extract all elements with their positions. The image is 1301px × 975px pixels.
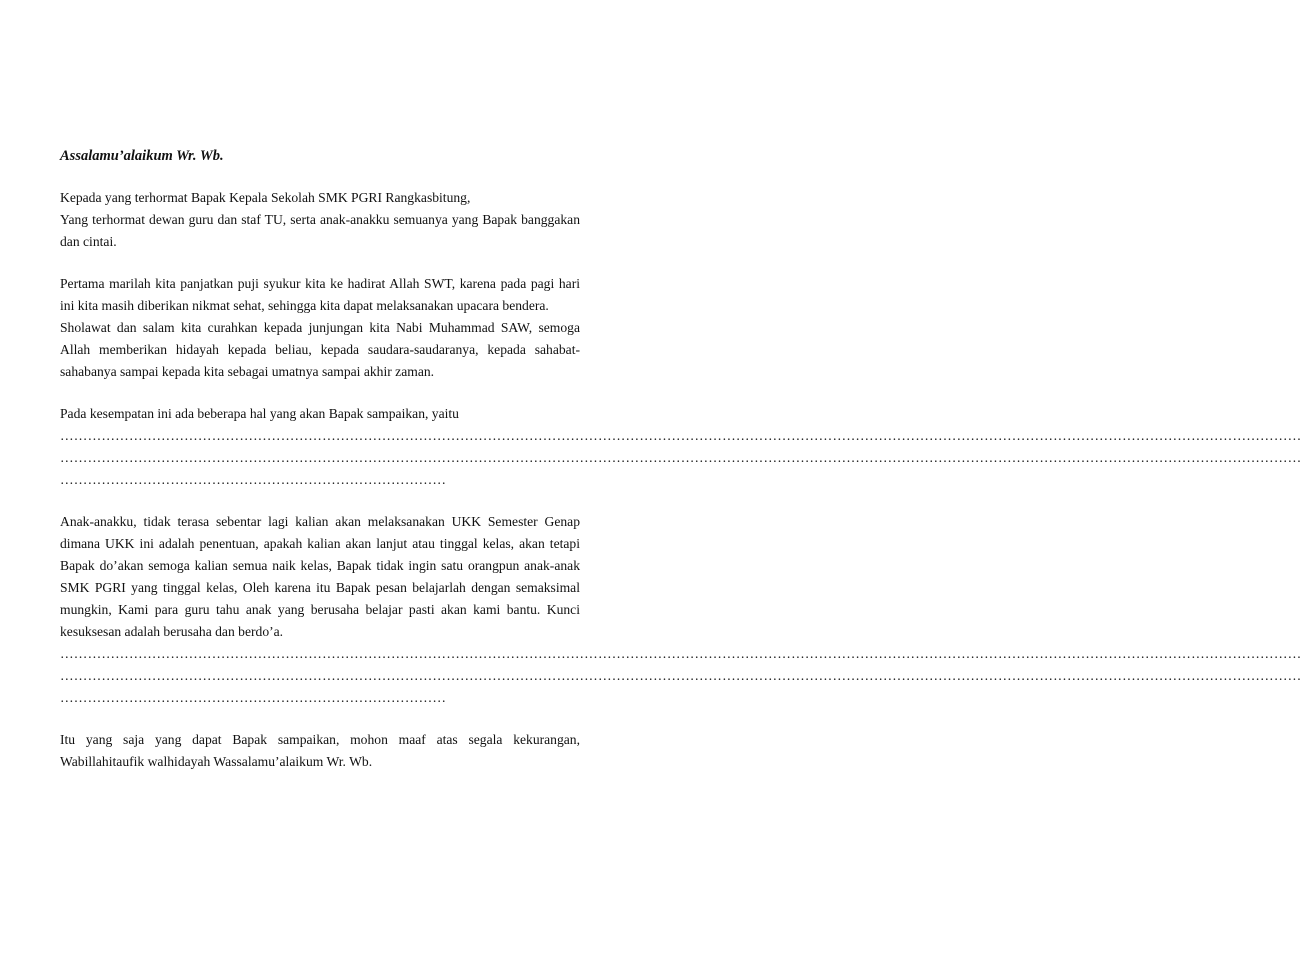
fill-in-line: ……………………………………………………………………………………………………………………………………………………………………………………………………………………………………………… bbox=[60, 668, 1301, 683]
sholawat-paragraph: Sholawat dan salam kita curahkan kepada junjungan kita Nabi Muhammad SAW, semoga Allah memberikan hidayah kepada beliau, kepada saudara-saudaranya, kepada sahabat-sahabanya sampai kepada kita sebagai umatnya sampai akhir zaman. bbox=[60, 320, 580, 379]
intro-paragraph: Pada kesempatan ini ada beberapa hal yang akan Bapak sampaikan, yaitu bbox=[60, 406, 459, 421]
main-paragraph: Anak-anakku, tidak terasa sebentar lagi kalian akan melaksanakan UKK Semester Genap dimana UKK ini adalah penentuan, apakah kalian akan lanjut atau tinggal kelas, akan tetapi Bapak do’akan semoga kalian semua naik kelas, Bapak tidak ingin satu orangpun anak-anak SMK PGRI yang tinggal kelas, Oleh karena itu Bapak pesan belajarlah dengan semaksimal mungkin, Kami para guru tahu anak yang berusaha belajar pasti akan kami bantu. Kunci kesuksesan adalah berusaha dan berdo’a. bbox=[60, 514, 580, 639]
address-line-principal: Kepada yang terhormat Bapak Kepala Sekolah SMK PGRI Rangkasbitung, bbox=[60, 190, 471, 205]
opening-paragraph: Pertama marilah kita panjatkan puji syukur kita ke hadirat Allah SWT, karena pada pagi hari ini kita masih diberikan nikmat sehat, sehingga kita dapat melaksanakan upacara bendera. bbox=[60, 276, 580, 313]
address-line-teachers: Yang terhormat dewan guru dan staf TU, serta anak-anakku semuanya yang Bapak banggakan dan cintai. bbox=[60, 212, 580, 249]
fill-in-line: ……………………………………………………………………………………………………………………………………………………………………………………………………………………………………………… bbox=[60, 646, 1301, 661]
fill-in-line: ……………………………………………………………………………………………………………………………………………………………………………………………………………………………………………… bbox=[60, 428, 1301, 443]
fill-in-line: ……………………………………………………………………………………………………………………………………………………………………………………………………………………………………………… bbox=[60, 450, 1301, 465]
fill-in-line-short: ………………………………………………………………………… bbox=[60, 472, 447, 487]
speech-document bbox=[60, 145, 1301, 773]
fill-in-line-short: ………………………………………………………………………… bbox=[60, 690, 447, 705]
greeting-heading: Assalamu’alaikum Wr. Wb. bbox=[60, 148, 224, 164]
closing-paragraph: Itu yang saja yang dapat Bapak sampaikan, mohon maaf atas segala kekurangan, Wabillahitaufik walhidayah Wassalamu’alaikum Wr. Wb. bbox=[60, 732, 580, 769]
